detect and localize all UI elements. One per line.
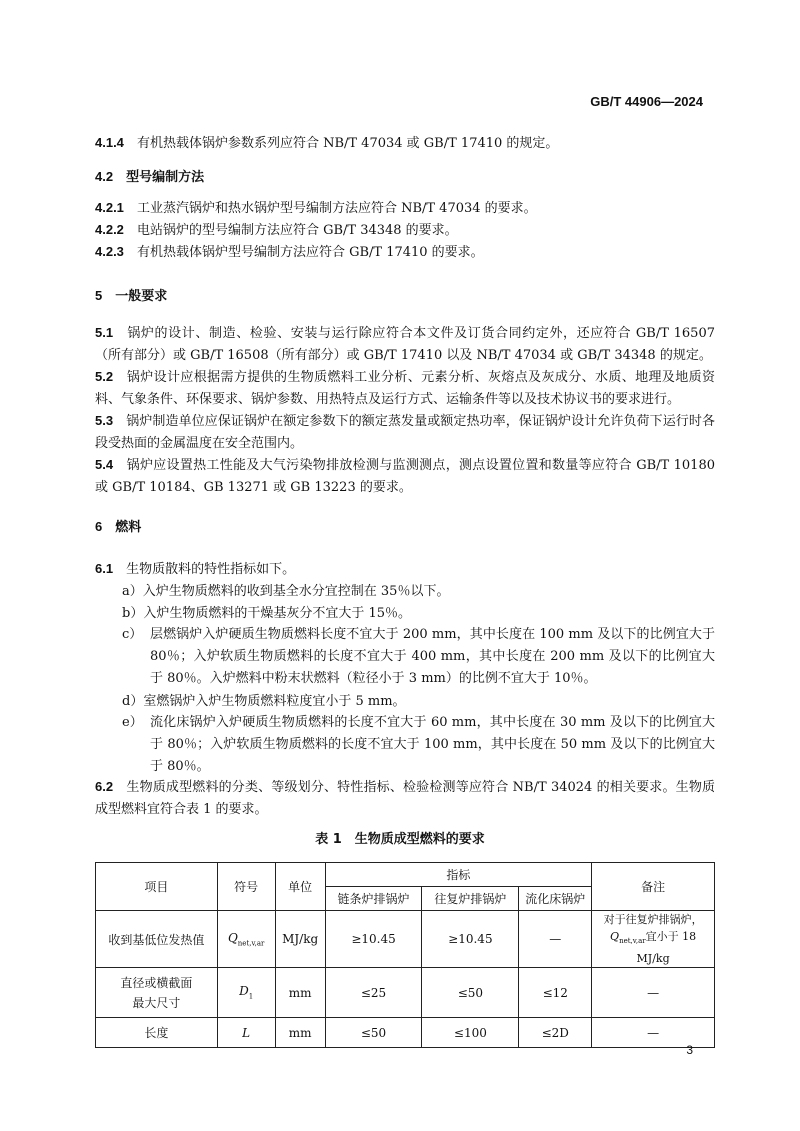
clause-5-2 [95,366,715,411]
clause-5-3 [95,410,715,455]
section-5-heading [95,285,167,304]
clause-number: 4.2.2 [95,222,124,237]
table-row [96,968,715,1018]
list-marker: b） [122,606,144,621]
section-title: 燃料 [115,520,142,535]
cell-symbol: $Q_{net,v,ar}$ [217,911,275,968]
table-row [96,1018,715,1048]
header-reciprocating-grate: 往复炉排锅炉 [422,887,519,911]
list-marker: d） [122,694,144,709]
header-fluidized-bed: 流化床锅炉 [519,887,592,911]
clause-text: 锅炉设计应根据需方提供的生物质燃料工业分析、元素分析、灰熔点及灰成分、水质、地理及地质资料、气象条件、环保要求、锅炉参数、用热特点及运行方式、运输条件等以及技术协议书的要求进行。 [95,370,715,407]
cell-unit: mm [275,968,325,1018]
list-marker: c） [122,627,143,642]
list-item-a [122,580,449,599]
list-text: 层燃锅炉入炉硬质生物质燃料长度不宜大于 200 mm，其中长度在 100 mm 及以下的比例宜大于 80％；入炉软质生物质燃料的长度不宜大于 400 mm，其中长度在 200 mm 及以下的比例宜大于 80％。入炉燃料中粉末状燃料（粒径小于 3 mm）的比例不宜大于 10％。 [150,627,715,686]
clause-4-1-4 [95,132,558,151]
clause-text: 锅炉的设计、制造、检验、安装与运行除应符合本文件及订货合同约定外，还应符合 GB/T 16507（所有部分）或 GB/T 16508（所有部分）或 GB/T 17410 以及 NB/T 47034 或 GB/T 34348 的规定。 [95,326,715,363]
cell-reciprocating: ≤100 [422,1018,519,1048]
cell-unit: mm [275,1018,325,1048]
list-text: 流化床锅炉入炉硬质生物质燃料的长度不宜大于 60 mm，其中长度在 30 mm 及以下的比例宜大于 80％；入炉软质生物质燃料的长度不宜大于 100 mm，其中长度在 50 mm 及以下的比例宜大于 80％。 [150,715,715,774]
list-text: 入炉生物质燃料的收到基全水分宜控制在 35％以下。 [142,584,450,599]
cell-item: 收到基低位发热值 [96,911,218,968]
clause-number: 5.2 [95,369,114,384]
cell-chain: ≤50 [325,1018,422,1048]
clause-6-1 [95,558,295,577]
cell-reciprocating: ≥10.45 [422,911,519,968]
clause-6-2 [95,776,715,821]
cell-item: 长度 [96,1018,218,1048]
clause-text: 有机热载体锅炉参数系列应符合 NB/T 47034 或 GB/T 17410 的规定。 [136,136,559,151]
clause-text: 锅炉制造单位应保证锅炉在额定参数下的额定蒸发量或额定热功率，保证锅炉设计允许负荷下运行时各段受热面的金属温度在安全范围内。 [95,414,715,451]
section-number: 4.2 [95,169,114,184]
clause-5-1 [95,322,715,367]
cell-symbol: $D_1$ [217,968,275,1018]
clause-number: 4.2.3 [95,244,124,259]
header-remark: 备注 [592,863,715,911]
cell-unit: MJ/kg [275,911,325,968]
table-caption: 表 1 生物质成型燃料的要求 [315,832,485,847]
cell-remark: — [592,1018,715,1048]
clause-number: 5.1 [95,325,114,340]
clause-4-2-2 [95,219,458,238]
header-unit: 单位 [275,863,325,911]
cell-item: 直径或横截面 最大尺寸 [96,968,218,1018]
list-item-d [122,690,406,709]
cell-remark: — [592,968,715,1018]
clause-text: 有机热载体锅炉型号编制方法应符合 GB/T 17410 的要求。 [136,245,484,260]
clause-number: 5.4 [95,457,114,472]
clause-number: 4.1.4 [95,135,124,150]
clause-text: 工业蒸汽锅炉和热水锅炉型号编制方法应符合 NB/T 47034 的要求。 [136,201,537,216]
cell-remark: 对于往复炉排锅炉， $Q_{net,v,ar}$宜小于 18 MJ/kg [592,911,715,968]
section-number: 5 [95,288,103,303]
cell-reciprocating: ≤50 [422,968,519,1018]
list-item-e [122,712,715,778]
clause-number: 6.2 [95,779,114,794]
cell-chain: ≤25 [325,968,422,1018]
header-indicator: 指标 [325,863,592,887]
section-6-heading [95,516,141,535]
clause-text: 生物质成型燃料的分类、等级划分、特性指标、检验检测等应符合 NB/T 34024 的相关要求。生物质成型燃料宜符合表 1 的要求。 [95,780,715,817]
clause-text: 锅炉应设置热工性能及大气污染物排放检测与监测测点，测点设置位置和数量等应符合 GB/T 10180或 GB/T 10184、GB 13271 或 GB 13223 的要求。 [95,458,715,495]
clause-4-2-1 [95,197,537,216]
list-item-b [122,602,411,621]
header-symbol: 符号 [217,863,275,911]
section-title: 一般要求 [115,289,168,304]
cell-fluidized: ≤2D [519,1018,592,1048]
clause-number: 5.3 [95,413,114,428]
clause-text: 生物质散料的特性指标如下。 [126,562,296,577]
cell-fluidized: ≤12 [519,968,592,1018]
header-chain-grate: 链条炉排锅炉 [325,887,422,911]
list-item-c [122,624,715,690]
clause-number: 6.1 [95,561,114,576]
fuel-requirements-table [95,862,715,1048]
section-4-2-heading [95,166,204,185]
standard-code: GB/T 44906—2024 [590,94,703,109]
page-number: 3 [686,1043,693,1057]
clause-text: 电站锅炉的型号编制方法应符合 GB/T 34348 的要求。 [136,223,458,238]
header-item: 项目 [96,863,218,911]
cell-fluidized: — [519,911,592,968]
clause-number: 4.2.1 [95,200,124,215]
clause-4-2-3 [95,241,484,260]
list-marker: e） [122,715,143,730]
table-row [96,911,715,968]
list-text: 入炉生物质燃料的干燥基灰分不宜大于 15％。 [143,606,412,621]
cell-symbol: L [217,1018,275,1048]
list-marker: a） [122,584,143,599]
clause-5-4 [95,454,715,499]
section-number: 6 [95,519,103,534]
list-text: 室燃锅炉入炉生物质燃料粒度宜小于 5 mm。 [143,694,406,709]
cell-chain: ≥10.45 [325,911,422,968]
section-title: 型号编制方法 [126,170,205,185]
